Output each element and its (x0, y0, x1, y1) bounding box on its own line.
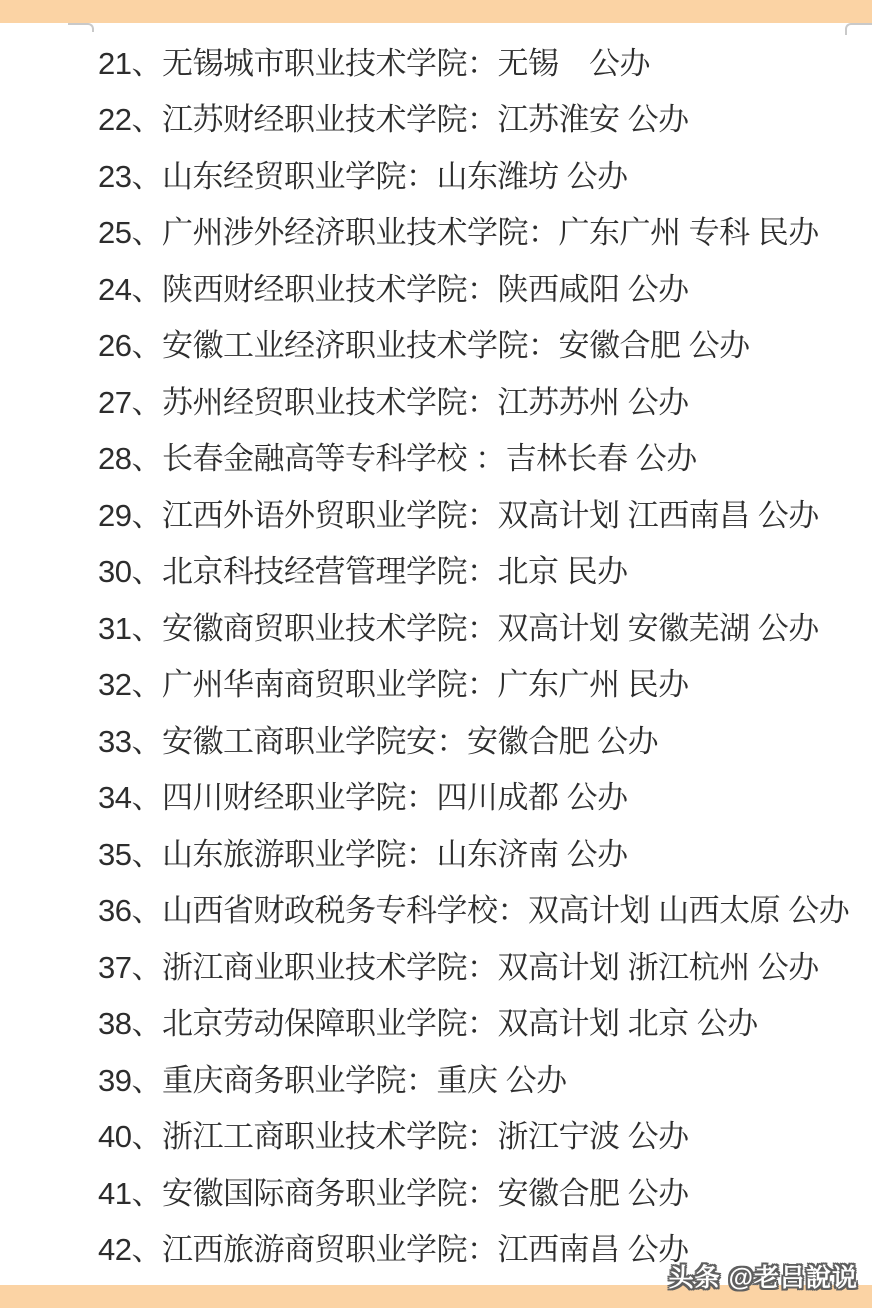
list-row: 30、北京科技经营管理学院：北京 民办 (98, 554, 628, 590)
list-row: 26、安徽工业经济职业技术学院：安徽合肥 公办 (98, 328, 750, 364)
list-row: 40、浙江工商职业技术学院：浙江宁波 公办 (98, 1119, 689, 1155)
list-row: 39、重庆商务职业学院：重庆 公办 (98, 1062, 567, 1098)
list-row: 42、江西旅游商贸职业学院：江西南昌 公办 (98, 1232, 689, 1268)
list-row: 21、无锡城市职业技术学院：无锡 公办 (98, 45, 650, 81)
top-orange-band (0, 0, 872, 23)
list-row: 34、四川财经职业学院：四川成都 公办 (98, 780, 628, 816)
list-row: 28、长春金融高等专科学校 ：吉林长春 公办 (98, 441, 697, 477)
list-row: 29、江西外语外贸职业学院：双高计划 江西南昌 公办 (98, 497, 819, 533)
list-row: 37、浙江商业职业技术学院：双高计划 浙江杭州 公办 (98, 949, 819, 985)
list-row: 23、山东经贸职业学院：山东潍坊 公办 (98, 158, 628, 194)
list-row: 31、安徽商贸职业技术学院：双高计划 安徽芜湖 公办 (98, 610, 819, 646)
list-row: 35、山东旅游职业学院：山东济南 公办 (98, 836, 628, 872)
list-row: 27、苏州经贸职业技术学院：江苏苏州 公办 (98, 384, 689, 420)
list-row: 22、江苏财经职业技术学院：江苏淮安 公办 (98, 102, 689, 138)
toutiao-watermark: 头条 @老吕說说 (668, 1264, 858, 1292)
list-row: 41、安徽国际商务职业学院：安徽合肥 公办 (98, 1175, 689, 1211)
list-row: 24、陕西财经职业技术学院：陕西咸阳 公办 (98, 271, 689, 307)
list-row: 38、北京劳动保障职业学院：双高计划 北京 公办 (98, 1006, 758, 1042)
list-row: 25、广州涉外经济职业技术学院：广东广州 专科 民办 (98, 215, 819, 251)
college-list (98, 32, 862, 1275)
list-row: 33、安徽工商职业学院安：安徽合肥 公办 (98, 723, 659, 759)
card-corner-left (68, 23, 94, 32)
list-row: 36、山西省财政税务专科学校：双高计划 山西太原 公办 (98, 893, 850, 929)
list-row: 32、广州华南商贸职业学院：广东广州 民办 (98, 667, 689, 703)
